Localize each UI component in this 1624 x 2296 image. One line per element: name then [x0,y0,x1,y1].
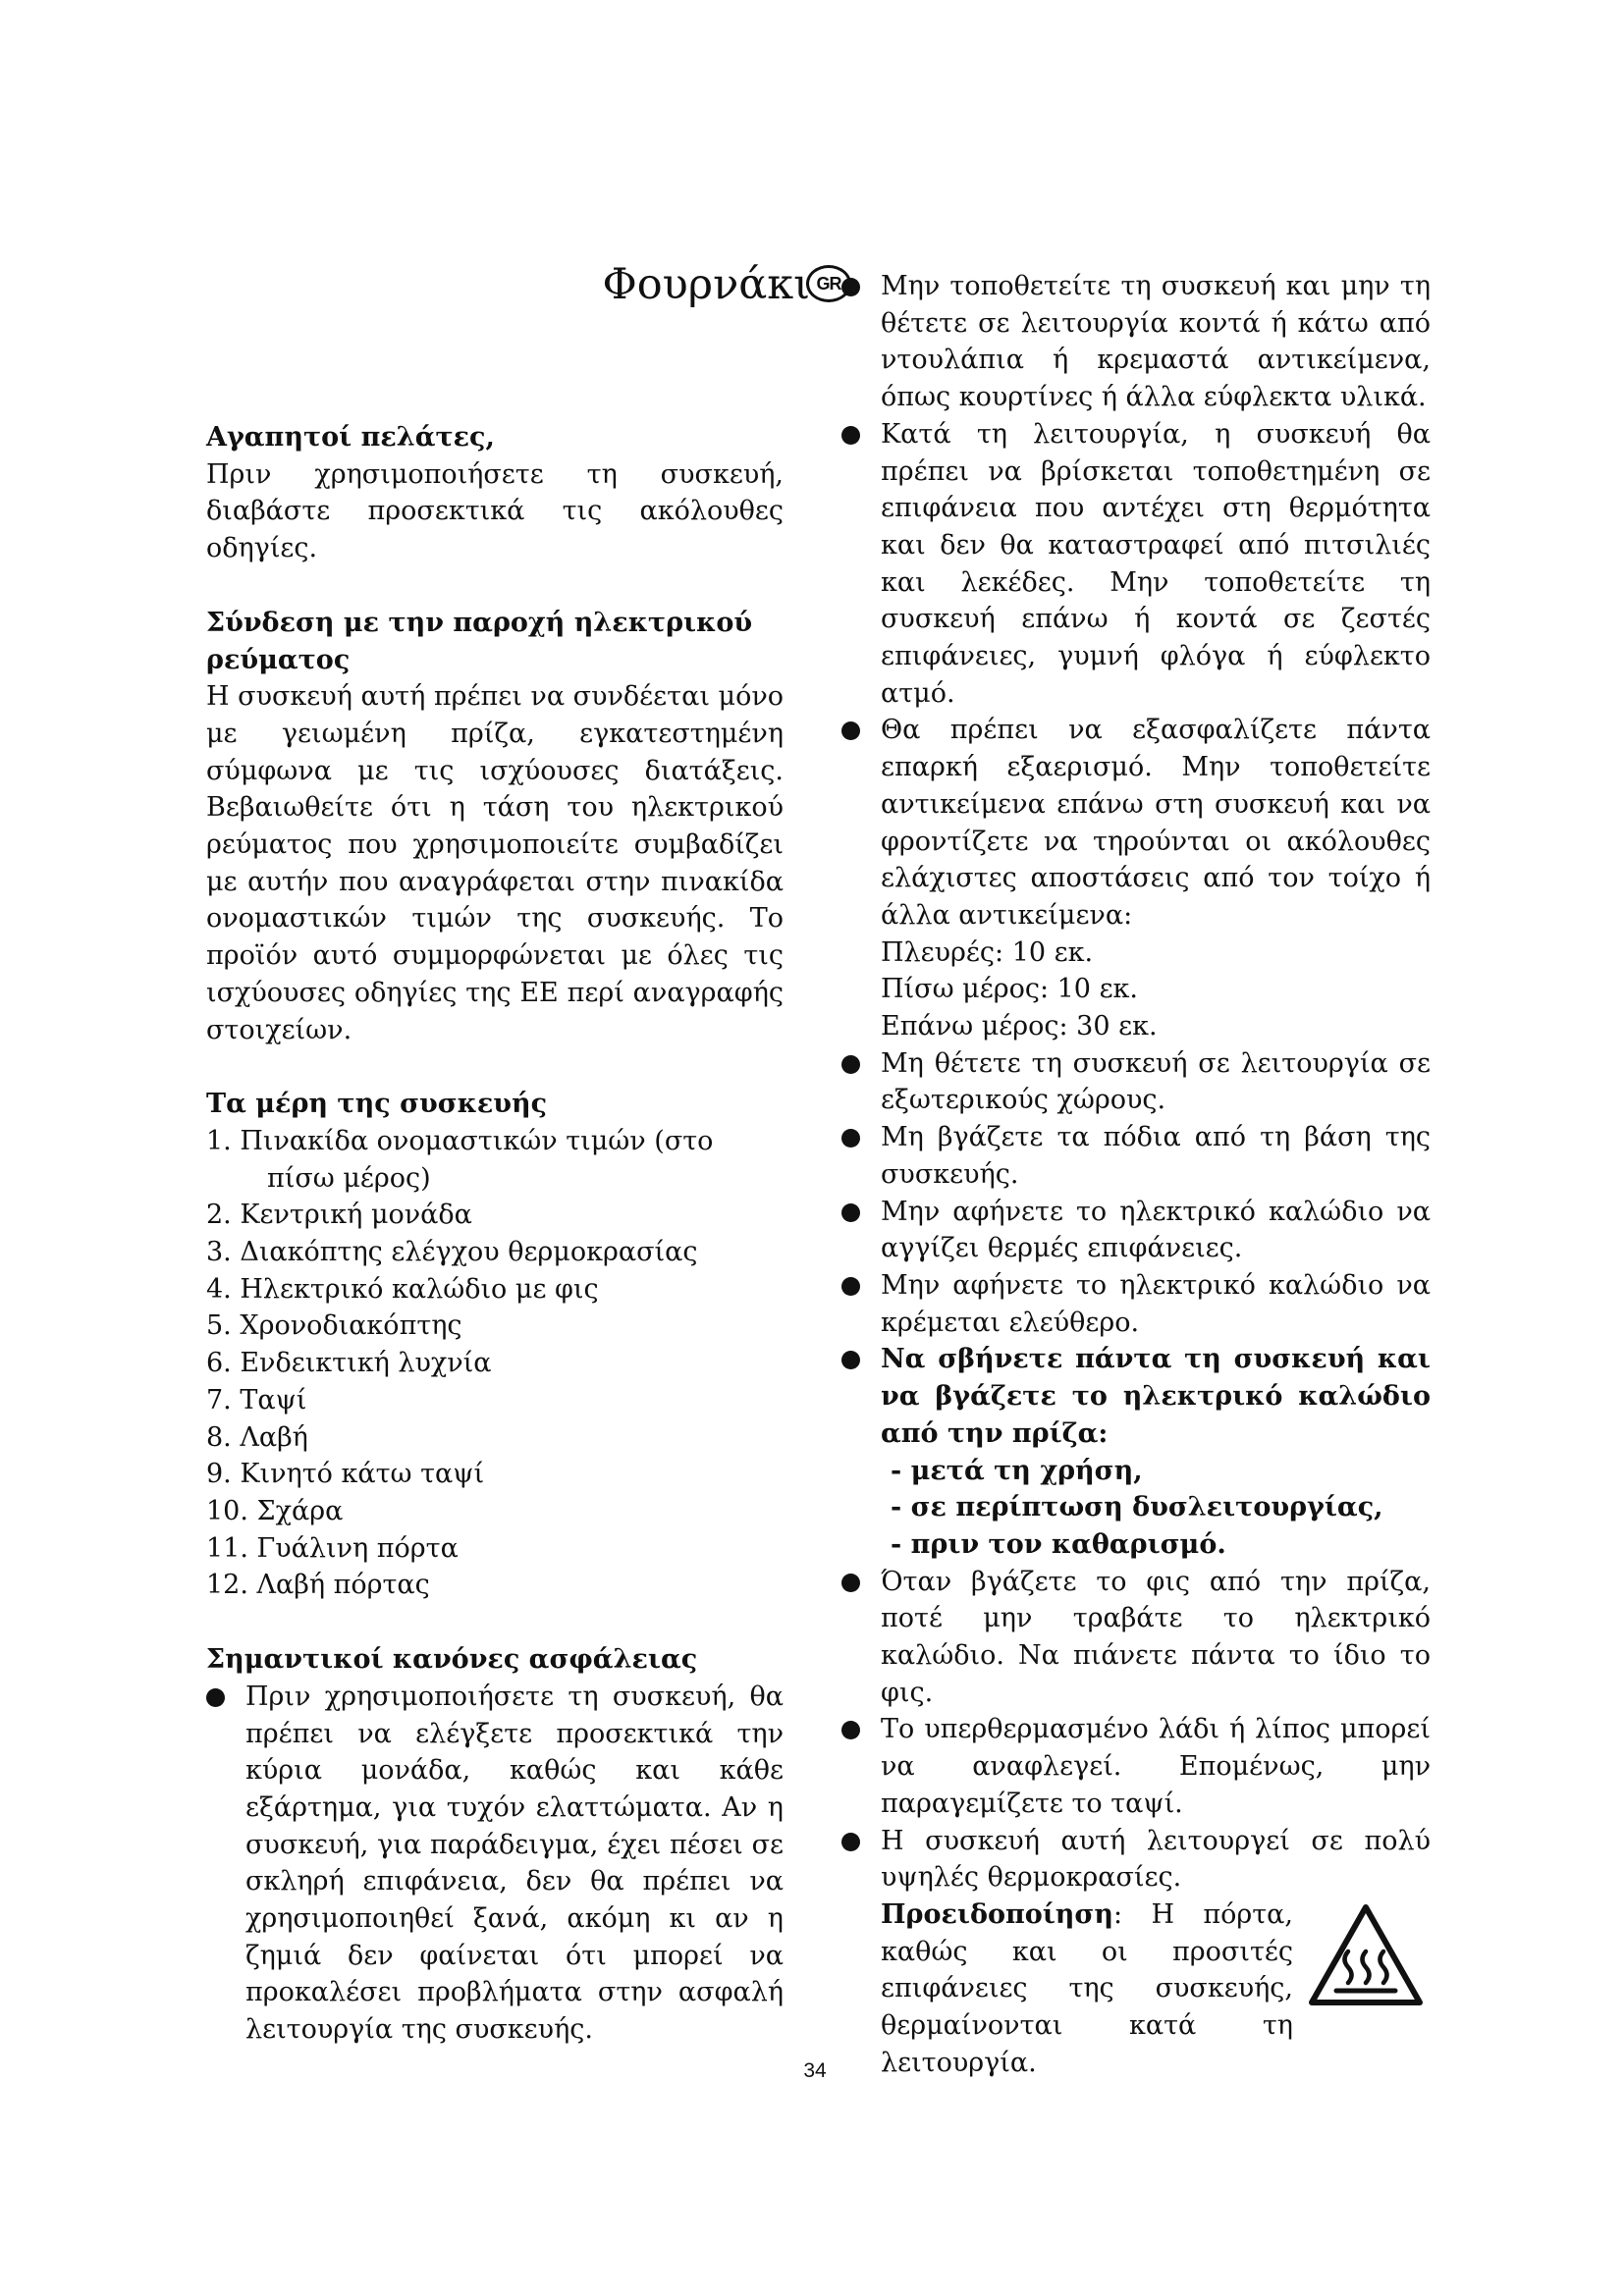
parts-list [206,1123,784,1604]
list-item [841,712,1431,1044]
greeting-heading: Αγαπητοί πελάτες, [206,422,495,453]
distance-back: Πίσω μέρος: 10 εκ. [881,974,1139,1005]
bullet-text: Πριν χρησιμοποιήσετε τη συσκευή, θα πρέπει να ελέγξετε προσεκτικά την κύρια μονάδα, καθώς και κάθε εξάρτημα, για τυχόν ελαττώματα. Αν η συσκευή, για παράδειγμα, έχει πέσει σε σκληρή επιφάνεια, δεν θα πρέπει να χρησιμοποιηθεί ξανά, ακόμη κι αν η ζημιά δεν φαίνεται ότι μπορεί να προκαλέσει προβλήματα στην ασφαλή λειτουργία της συσκευής. [245,1681,784,2046]
language-badge: GR [806,265,851,302]
connection-heading: Σύνδεση με την παροχή ηλεκτρικού ρεύματος [206,607,753,675]
safety-list-continued [841,268,1431,2081]
list-item: 9. Κινητό κάτω ταψί [206,1459,485,1490]
bullet-dot-icon [841,1203,860,1222]
list-item: 1. Πινακίδα ονομαστικών τιμών (στο πίσω μέρος) [206,1125,714,1194]
list-item [841,1564,1431,1712]
unplug-after-use: - μετά τη χρήση, [891,1455,1143,1486]
page-number: 34 [803,2059,827,2082]
list-item [206,1679,784,2049]
hot-surface-warning-icon [1307,1902,1425,2008]
unplug-cleaning: - πριν τον καθαρισμό. [891,1528,1226,1560]
unplug-malfunction: - σε περίπτωση δυσλειτουργίας, [891,1492,1383,1523]
list-item [841,268,1431,416]
bullet-text: Το υπερθερμασμένο λάδι ή λίπος μπορεί να αναφλεγεί. Επομένως, μην παραγεμίζετε το ταψί. [881,1714,1431,1819]
list-item: 8. Λαβή [206,1421,308,1453]
bullet-text: Μην αφήνετε το ηλεκτρικό καλώδιο να αγγίζει θερμές επιφάνειες. [881,1196,1431,1264]
list-item: 2. Κεντρική μονάδα [206,1200,472,1231]
list-item: 10. Σχάρα [206,1495,344,1526]
bullet-dot-icon [841,721,860,740]
list-item [841,1267,1431,1341]
hot-surface-warning [881,1896,1431,2082]
bullet-text: Μη βγάζετε τα πόδια από τη βάση της συσκευής. [881,1122,1431,1190]
connection-text: Η συσκευή αυτή πρέπει να συνδέεται μόνο με γειωμένη πρίζα, εγκατεστημένη σύμφωνα με τις ισχύουσες διατάξεις. Βεβαιωθείτε ότι η τάση του ηλεκτρικού ρεύματος που χρησιμοποιείτε συμβαδίζει με αυτήν που αναγράφεται στην πινακίδα ονομαστικών τιμών της συσκευής. Το προϊόν αυτό συμμορφώνεται με όλες τις ισχύουσες οδηγίες της ΕΕ περί αναγραφής στοιχείων. [206,681,784,1045]
list-item [841,1711,1431,1822]
bullet-dot-icon [841,278,860,296]
bullet-dot-icon [841,426,860,445]
bullet-dot-icon [841,1574,860,1592]
greeting-text: Πριν χρησιμοποιήσετε τη συσκευή, διαβάστε προσεκτικά τις ακόλουθες οδηγίες. [206,458,784,564]
left-column [206,419,784,2049]
list-item [841,416,1431,713]
list-item: 12. Λαβή πόρτας [206,1570,430,1601]
bullet-dot-icon [841,1055,860,1074]
warning-text: : Η πόρτα, καθώς και οι προσιτές επιφάνειες της συσκευής, θερμαίνονται κατά τη λειτουργία. [881,1898,1293,2078]
bullet-dot-icon [841,1833,860,1851]
distance-sides: Πλευρές: 10 εκ. [881,936,1094,968]
list-item [841,1194,1431,1267]
distance-top: Επάνω μέρος: 30 εκ. [881,1011,1158,1042]
list-item: 11. Γυάλινη πόρτα [206,1532,459,1564]
bullet-dot-icon [841,1721,860,1739]
list-item: 6. Ενδεικτική λυχνία [206,1348,492,1379]
page-title: Φουρνάκι [602,260,810,309]
bullet-text: Μην αφήνετε το ηλεκτρικό καλώδιο να κρέμεται ελεύθερο. [881,1269,1431,1338]
warning-text-block [881,1896,1293,2082]
list-item: 7. Ταψί [206,1384,307,1415]
bullet-text: Όταν βγάζετε το φις από την πρίζα, ποτέ μην τραβάτε το ηλεκτρικό καλώδιο. Να πιάνετε πάντα το ίδιο το φις. [881,1566,1431,1708]
list-item [841,1823,1431,2082]
bullet-text: Θα πρέπει να εξασφαλίζετε πάντα επαρκή εξαερισμό. Μην τοποθετείτε αντικείμενα επάνω στη συσκευή και να φροντίζετε να τηρούνται οι ακόλουθες ελάχιστες αποστάσεις από τον τοίχο ή άλλα αντικείμενα: [881,715,1431,931]
bullet-text: Κατά τη λειτουργία, η συσκευή θα πρέπει να βρίσκεται τοποθετημένη σε επιφάνεια που αντέχει στη θερμότητα και δεν θα καταστραφεί από πιτσιλιές και λεκέδες. Μην τοποθετείτε τη συσκευή επάνω ή κοντά σε ζεστές επιφάνειες, γυμνή φλόγα ή εύφλεκτο ατμό. [881,418,1431,709]
list-item: 3. Διακόπτης ελέγχου θερμοκρασίας [206,1237,698,1268]
safety-list [206,1679,784,2049]
bullet-text: Να σβήνετε πάντα τη συσκευή και να βγάζετε το ηλεκτρικό καλώδιο από την πρίζα: [881,1344,1431,1449]
list-item: 5. Χρονοδιακόπτης [206,1310,462,1342]
bullet-text: Μην τοποθετείτε τη συσκευή και μην τη θέτετε σε λειτουργία κοντά ή κάτω από ντουλάπια ή κρεμαστά αντικείμενα, όπως κουρτίνες ή άλλα εύφλεκτα υλικά. [881,271,1431,413]
list-item [841,1341,1431,1563]
warning-label: Προειδοποίηση [881,1898,1113,1930]
bullet-dot-icon [841,1277,860,1296]
list-item [841,1045,1431,1119]
bullet-text: Η συσκευή αυτή λειτουργεί σε πολύ υψηλές θερμοκρασίες. [881,1825,1431,1894]
parts-heading: Τα μέρη της συσκευής [206,1089,548,1120]
right-column [841,268,1431,2081]
safety-heading: Σημαντικοί κανόνες ασφάλειας [206,1644,698,1676]
list-item [841,1119,1431,1193]
bullet-dot-icon [841,1351,860,1369]
bullet-text: Μη θέτετε τη συσκευή σε λειτουργία σε εξωτερικούς χώρους. [881,1047,1431,1116]
bullet-dot-icon [841,1129,860,1148]
bullet-dot-icon [206,1688,225,1707]
list-item: 4. Ηλεκτρικό καλώδιο με φις [206,1273,599,1305]
